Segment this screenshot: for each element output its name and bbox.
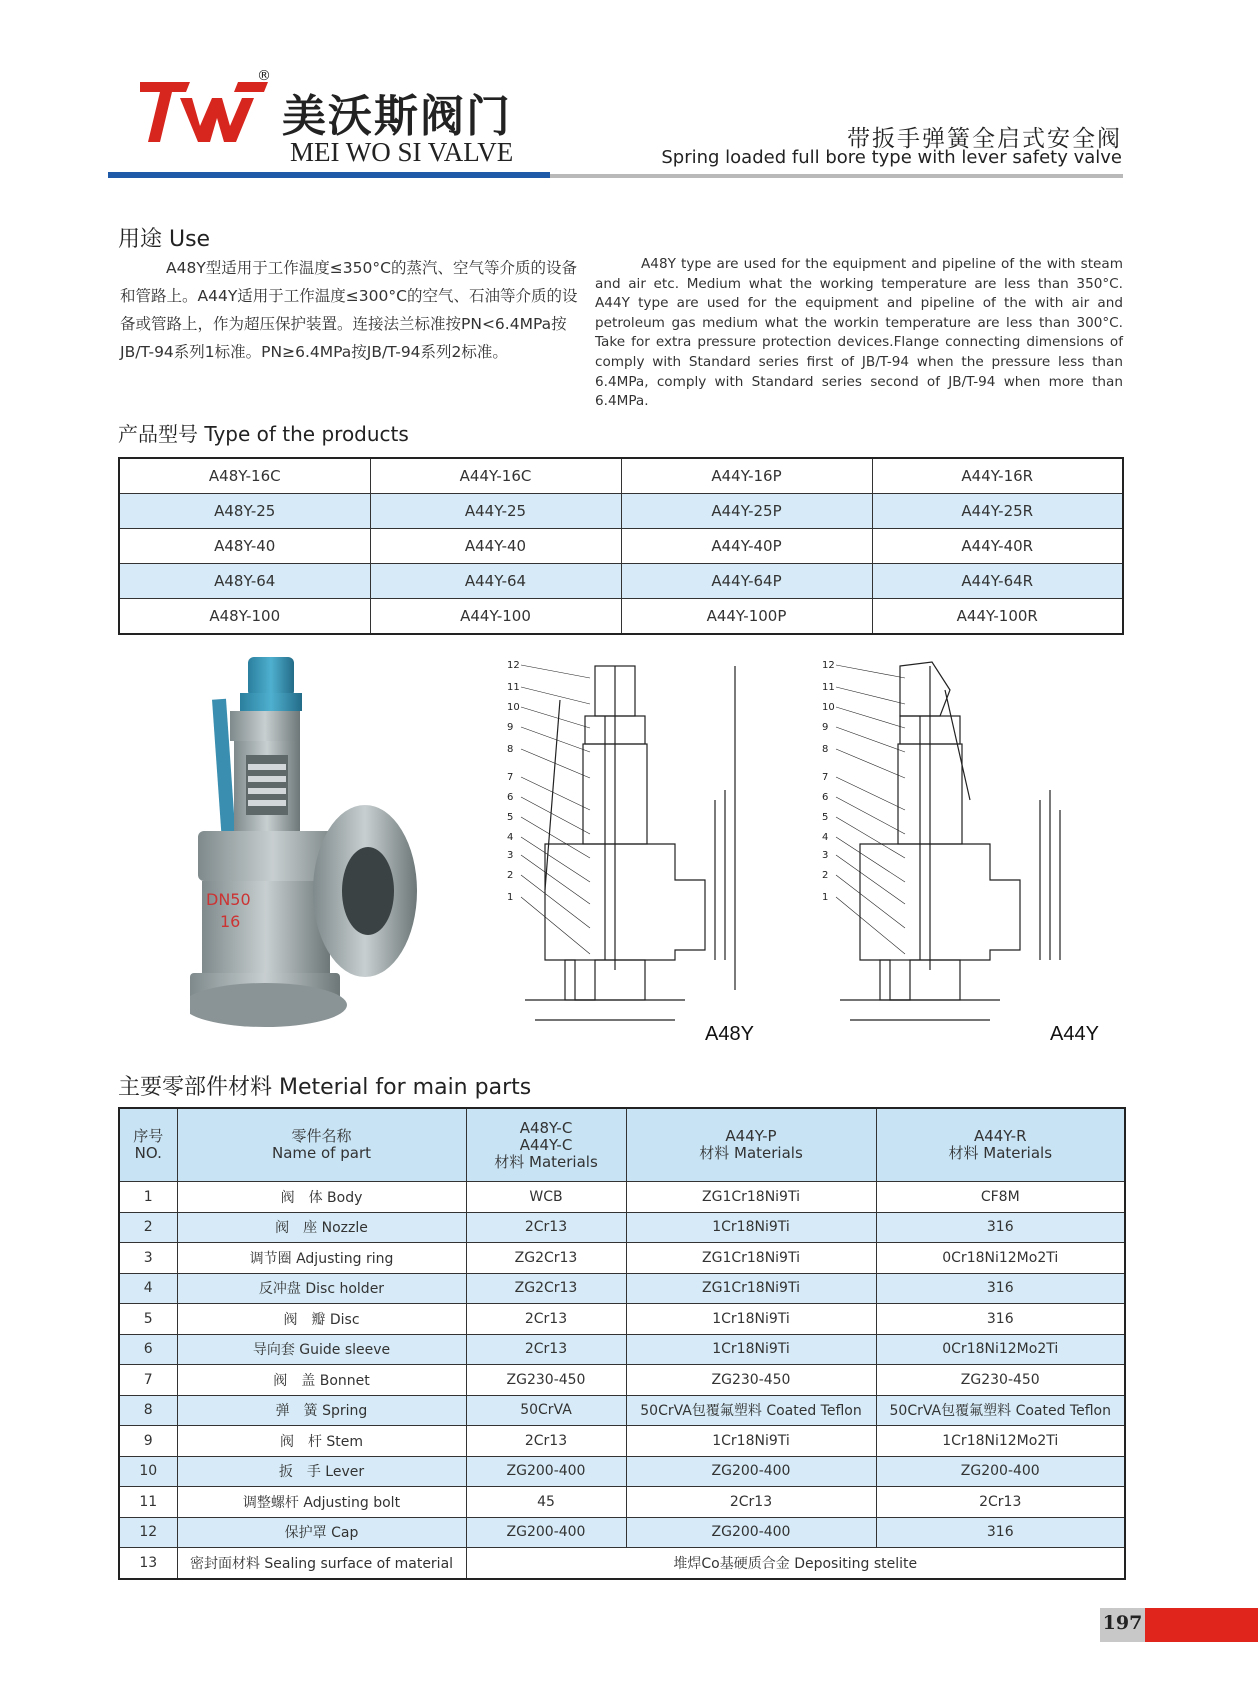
- product-cell: A48Y-40: [119, 529, 370, 564]
- table-row: [119, 1243, 1125, 1274]
- table-row: [119, 529, 1123, 564]
- leader-line: [521, 875, 590, 928]
- material-cell-p: 1Cr18Ni9Ti: [626, 1426, 876, 1457]
- material-cell-no: 5: [119, 1304, 177, 1335]
- material-cell-name: 扳 手 Lever: [177, 1456, 466, 1487]
- part-number-label: 10: [507, 702, 520, 713]
- part-number-label: 4: [822, 832, 829, 843]
- leader-line: [521, 797, 590, 834]
- material-cell-p: ZG200-400: [626, 1517, 876, 1548]
- leader-line: [521, 687, 590, 704]
- table-row: [119, 1304, 1125, 1335]
- part-number-label: 8: [822, 744, 829, 755]
- table-row: [119, 1182, 1125, 1213]
- material-cell-p: ZG230-450: [626, 1365, 876, 1396]
- part-number-label: 2: [822, 870, 829, 881]
- table-row: [119, 1487, 1125, 1518]
- part-number-label: 9: [822, 722, 829, 733]
- material-cell-no: 7: [119, 1365, 177, 1396]
- drawing-a44y-label: A44Y: [1050, 1023, 1099, 1045]
- leader-line: [521, 665, 590, 678]
- material-cell-p: 1Cr18Ni9Ti: [626, 1334, 876, 1365]
- material-cell-c: 2Cr13: [466, 1334, 626, 1365]
- material-cell-r: 1Cr18Ni12Mo2Ti: [876, 1426, 1125, 1457]
- material-cell-r: CF8M: [876, 1182, 1125, 1213]
- footer-red-bar: [1145, 1608, 1258, 1642]
- product-cell: A44Y-100R: [872, 599, 1123, 635]
- product-cell: A44Y-64R: [872, 564, 1123, 599]
- leader-line: [836, 875, 905, 928]
- header-materials-p: A44Y-P 材料 Materials: [626, 1108, 876, 1182]
- material-cell-c: ZG200-400: [466, 1456, 626, 1487]
- material-cell-c: 45: [466, 1487, 626, 1518]
- material-cell-name: 阀 体 Body: [177, 1182, 466, 1213]
- product-cell: A44Y-64: [370, 564, 621, 599]
- product-cell: A48Y-16C: [119, 458, 370, 494]
- material-cell-no: 12: [119, 1517, 177, 1548]
- part-number-label: 11: [507, 682, 520, 693]
- drawing-a48y: [505, 660, 800, 1050]
- material-cell-c: ZG2Cr13: [466, 1243, 626, 1274]
- part-number-label: 6: [822, 792, 829, 803]
- table-row: [119, 564, 1123, 599]
- leader-line: [836, 897, 905, 954]
- leader-line: [836, 687, 905, 704]
- material-cell-no: 1: [119, 1182, 177, 1213]
- leader-line: [836, 665, 905, 678]
- material-cell-no: 10: [119, 1456, 177, 1487]
- material-cell-no: 4: [119, 1273, 177, 1304]
- leader-line: [521, 897, 590, 954]
- material-cell-c: ZG200-400: [466, 1517, 626, 1548]
- material-cell-p: 2Cr13: [626, 1487, 876, 1518]
- photo-marking-pn: 16: [220, 912, 241, 931]
- leader-line: [836, 707, 905, 728]
- material-cell-r: 2Cr13: [876, 1487, 1125, 1518]
- material-cell-merged: 堆焊Co基硬质合金 Depositing stelite: [466, 1548, 1125, 1579]
- material-cell-r: ZG200-400: [876, 1456, 1125, 1487]
- product-cell: A44Y-25: [370, 494, 621, 529]
- table-row: [119, 1456, 1125, 1487]
- material-cell-r: 316: [876, 1304, 1125, 1335]
- material-cell-c: ZG2Cr13: [466, 1273, 626, 1304]
- leader-line: [521, 727, 590, 752]
- material-cell-no: 9: [119, 1426, 177, 1457]
- material-cell-name: 保护罩 Cap: [177, 1517, 466, 1548]
- material-cell-name: 弹 簧 Spring: [177, 1395, 466, 1426]
- material-cell-r: 0Cr18Ni12Mo2Ti: [876, 1334, 1125, 1365]
- product-cell: A48Y-100: [119, 599, 370, 635]
- table-row: [119, 494, 1123, 529]
- material-cell-p: ZG1Cr18Ni9Ti: [626, 1182, 876, 1213]
- page-title-cn: 带扳手弹簧全启式安全阀: [847, 126, 1122, 152]
- product-cell: A44Y-16P: [621, 458, 872, 494]
- material-cell-no: 13: [119, 1548, 177, 1579]
- leader-line: [521, 855, 590, 904]
- leader-line: [521, 777, 590, 810]
- material-cell-c: 2Cr13: [466, 1212, 626, 1243]
- brand-logo-icon: [140, 82, 268, 142]
- page-title-en: Spring loaded full bore type with lever safety valve: [661, 147, 1122, 168]
- material-cell-r: 316: [876, 1273, 1125, 1304]
- part-number-label: 2: [507, 870, 514, 881]
- use-text-en: A48Y type are used for the equipment and pipeline of the with steam and air etc. Medium what the working temperature are less than 350°C. A44Y type are used for the equipment and pipeline of the with air and petroleum gas medium what the workin temperature are less than 300°C. Take for extra pressure protection devices.Flange connecting dimensions of comply with Standard series first of JB/T-94 when the pressure less than 6.4MPa, comply with Standard series second of JB/T-94 when more than 6.4MPa.: [595, 256, 1123, 410]
- material-cell-c: WCB: [466, 1182, 626, 1213]
- drawing-a44y: [820, 660, 1120, 1050]
- material-cell-c: 2Cr13: [466, 1304, 626, 1335]
- part-number-label: 1: [507, 892, 514, 903]
- material-cell-c: 50CrVA: [466, 1395, 626, 1426]
- material-cell-no: 11: [119, 1487, 177, 1518]
- part-number-label: 8: [507, 744, 514, 755]
- part-number-label: 10: [822, 702, 835, 713]
- brand-name-cn: 美沃斯阀门: [282, 91, 512, 142]
- leader-line: [521, 817, 590, 858]
- brand-name-en: MEI WO SI VALVE: [290, 137, 514, 167]
- material-cell-name: 导向套 Guide sleeve: [177, 1334, 466, 1365]
- table-row: [119, 1426, 1125, 1457]
- material-cell-r: ZG230-450: [876, 1365, 1125, 1396]
- header-divider-blue: [108, 172, 550, 178]
- material-cell-no: 3: [119, 1243, 177, 1274]
- product-cell: A48Y-25: [119, 494, 370, 529]
- product-cell: A44Y-25P: [621, 494, 872, 529]
- material-cell-p: ZG1Cr18Ni9Ti: [626, 1273, 876, 1304]
- part-number-label: 3: [507, 850, 514, 861]
- leader-line: [836, 727, 905, 752]
- product-cell: A44Y-25R: [872, 494, 1123, 529]
- header-name: 零件名称 Name of part: [177, 1108, 466, 1182]
- leader-line: [521, 707, 590, 728]
- material-cell-r: 316: [876, 1212, 1125, 1243]
- registered-mark: ®: [257, 68, 271, 84]
- table-row: [119, 1365, 1125, 1396]
- part-number-label: 7: [822, 772, 829, 783]
- material-cell-name: 阀 瓣 Disc: [177, 1304, 466, 1335]
- material-cell-name: 调整螺杆 Adjusting bolt: [177, 1487, 466, 1518]
- product-cell: A44Y-16C: [370, 458, 621, 494]
- part-number-label: 9: [507, 722, 514, 733]
- products-heading: 产品型号 Type of the products: [118, 422, 409, 446]
- material-cell-no: 6: [119, 1334, 177, 1365]
- material-cell-p: ZG200-400: [626, 1456, 876, 1487]
- material-cell-name: 阀 盖 Bonnet: [177, 1365, 466, 1396]
- page-number: 197: [1102, 1612, 1143, 1634]
- leader-line: [836, 749, 905, 778]
- table-row: [119, 1212, 1125, 1243]
- materials-table: [118, 1107, 1126, 1580]
- part-number-label: 1: [822, 892, 829, 903]
- material-cell-c: 2Cr13: [466, 1426, 626, 1457]
- product-cell: A44Y-40: [370, 529, 621, 564]
- product-cell: A44Y-40P: [621, 529, 872, 564]
- part-number-label: 6: [507, 792, 514, 803]
- material-cell-r: 50CrVA包覆氟塑料 Coated Teflon: [876, 1395, 1125, 1426]
- table-row: [119, 1517, 1125, 1548]
- part-number-label: 7: [507, 772, 514, 783]
- use-text-cn: A48Y型适用于工作温度≤350°C的蒸汽、空气等介质的设备和管路上。A44Y适用于工作温度≤300°C的空气、石油等介质的设备或管路上，作为超压保护装置。连接法兰标准按PN<6.4MPa按JB/T-94系列1标准。PN≥6.4MPa按JB/T-94系列2标准。: [120, 259, 578, 361]
- use-heading: 用途 Use: [118, 227, 211, 252]
- product-cell: A44Y-100P: [621, 599, 872, 635]
- material-cell-r: 316: [876, 1517, 1125, 1548]
- part-number-label: 11: [822, 682, 835, 693]
- table-row: [119, 599, 1123, 635]
- product-cell: A44Y-16R: [872, 458, 1123, 494]
- material-cell-name: 密封面材料 Sealing surface of material: [177, 1548, 466, 1579]
- material-cell-name: 阀 座 Nozzle: [177, 1212, 466, 1243]
- part-number-label: 12: [507, 660, 520, 671]
- product-cell: A44Y-40R: [872, 529, 1123, 564]
- part-number-label: 5: [507, 812, 514, 823]
- material-cell-c: ZG230-450: [466, 1365, 626, 1396]
- photo-marking-dn: DN50: [206, 890, 251, 909]
- header-materials-r: A44Y-R 材料 Materials: [876, 1108, 1125, 1182]
- material-cell-name: 阀 杆 Stem: [177, 1426, 466, 1457]
- part-number-label: 12: [822, 660, 835, 671]
- table-row: [119, 458, 1123, 494]
- header-no: 序号 NO.: [119, 1108, 177, 1182]
- part-number-label: 3: [822, 850, 829, 861]
- material-cell-p: 50CrVA包覆氟塑料 Coated Teflon: [626, 1395, 876, 1426]
- table-row: [119, 1273, 1125, 1304]
- table-row: [119, 1334, 1125, 1365]
- table-row: [119, 1548, 1125, 1579]
- material-cell-p: 1Cr18Ni9Ti: [626, 1304, 876, 1335]
- material-cell-r: 0Cr18Ni12Mo2Ti: [876, 1243, 1125, 1274]
- material-cell-no: 8: [119, 1395, 177, 1426]
- materials-heading: 主要零部件材料 Meterial for main parts: [118, 1075, 532, 1100]
- part-number-label: 5: [822, 812, 829, 823]
- product-cell: A44Y-100: [370, 599, 621, 635]
- table-row: [119, 1395, 1125, 1426]
- product-cell: A44Y-64P: [621, 564, 872, 599]
- part-number-label: 4: [507, 832, 514, 843]
- valve-photo: [190, 655, 430, 1055]
- header-materials-c: A48Y-C A44Y-C 材料 Materials: [466, 1108, 626, 1182]
- material-cell-no: 2: [119, 1212, 177, 1243]
- material-cell-p: ZG1Cr18Ni9Ti: [626, 1243, 876, 1274]
- leader-line: [836, 855, 905, 904]
- leader-line: [836, 817, 905, 858]
- header-divider-gray: [550, 174, 1123, 178]
- leader-line: [836, 797, 905, 834]
- drawing-a48y-label: A48Y: [705, 1023, 754, 1045]
- material-cell-p: 1Cr18Ni9Ti: [626, 1212, 876, 1243]
- product-cell: A48Y-64: [119, 564, 370, 599]
- leader-line: [836, 777, 905, 810]
- material-cell-name: 反冲盘 Disc holder: [177, 1273, 466, 1304]
- product-type-table: [118, 457, 1124, 635]
- material-cell-name: 调节圈 Adjusting ring: [177, 1243, 466, 1274]
